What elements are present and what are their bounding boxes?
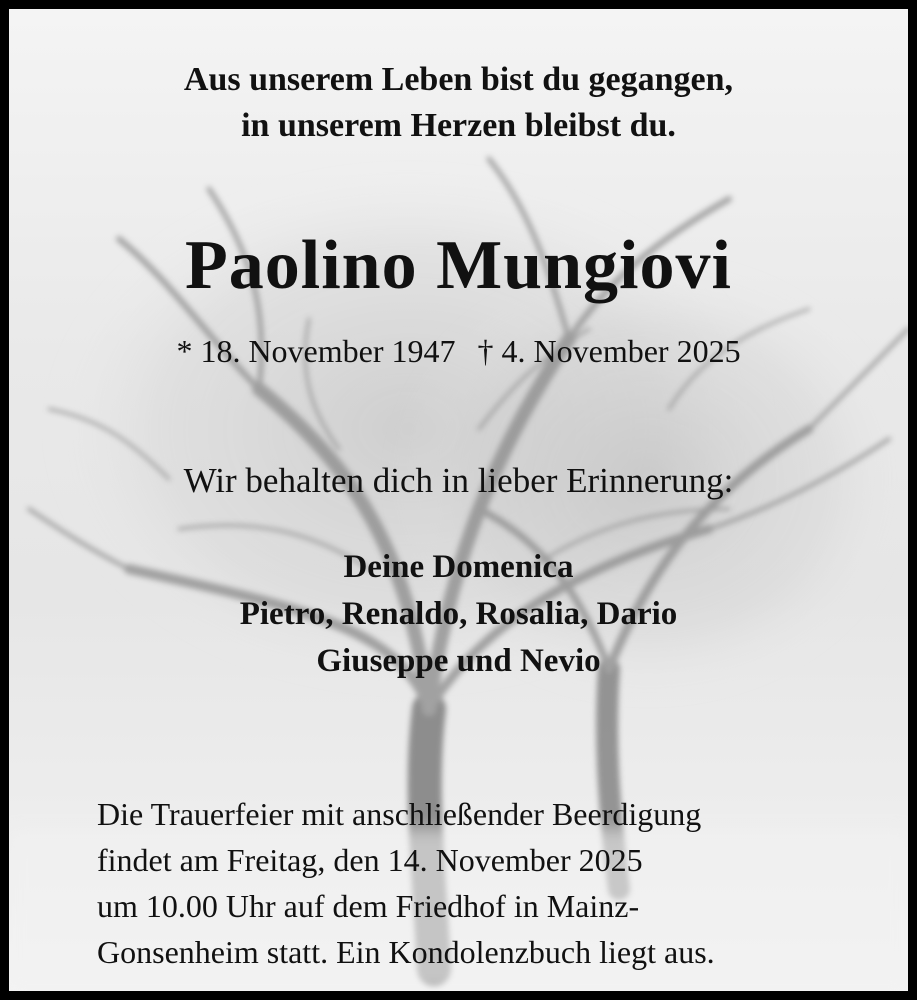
funeral-line-2: findet am Freitag, den 14. November 2025 bbox=[97, 842, 643, 878]
family-line-1: Deine Domenica bbox=[343, 549, 574, 585]
funeral-details bbox=[97, 791, 877, 975]
funeral-line-1: Die Trauerfeier mit anschließender Beerdigung bbox=[97, 796, 702, 832]
motto-line-2: in unserem Herzen bleibst du. bbox=[241, 107, 676, 144]
family-line-2: Pietro, Renaldo, Rosalia, Dario bbox=[239, 596, 678, 632]
death-date: † 4. November 2025 bbox=[477, 333, 741, 369]
funeral-line-4: Gonsenheim statt. Ein Kondolenzbuch liegt aus. bbox=[97, 934, 715, 970]
motto-line-1: Aus unserem Leben bist du gegangen, bbox=[183, 61, 734, 98]
deceased-name: Paolino Mungiovi bbox=[185, 227, 732, 304]
family-line-3: Giuseppe und Nevio bbox=[316, 643, 601, 679]
remembrance-line: Wir behalten dich in lieber Erinnerung: bbox=[183, 461, 734, 500]
birth-date: * 18. November 1947 bbox=[176, 333, 456, 369]
motto-verse bbox=[9, 57, 908, 149]
family-signature bbox=[9, 544, 908, 685]
life-dates bbox=[9, 329, 908, 373]
funeral-line-3: um 10.00 Uhr auf dem Friedhof in Mainz- bbox=[97, 888, 640, 924]
